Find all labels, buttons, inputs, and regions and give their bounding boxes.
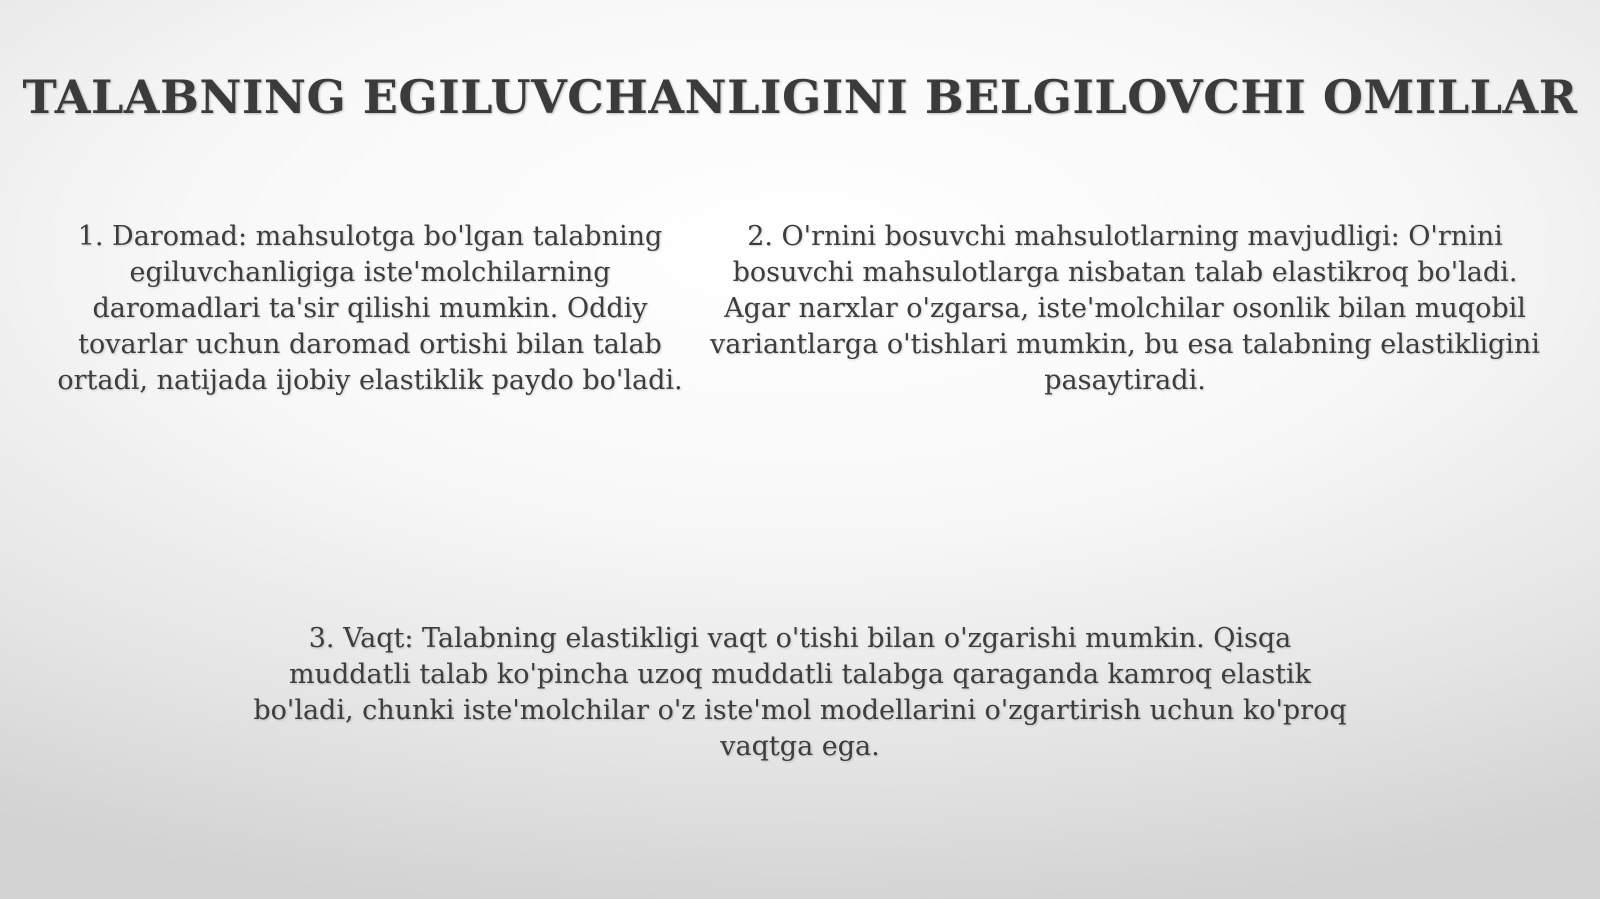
factor-income-text: 1. Daromad: mahsulotga bo'lgan talabning egiluvchanligiga iste'molchilarning daromadlari ta'sir qilishi mumkin. Oddiy tovarlar uchun daromad ortishi bilan talab ortadi, natijada ijobiy elastiklik paydo bo'ladi.: [57, 221, 683, 396]
factor-substitutes-text: 2. O'rnini bosuvchi mahsulotlarning mavjudligi: O'rnini bosuvchi mahsulotlarga nisbatan talab elastikroq bo'ladi. Agar narxlar o'zgarsa, iste'molchilar osonlik bilan muqobil variantlarga o'tishlari mumkin, bu esa talabning elastikligini pasaytiradi.: [710, 221, 1540, 396]
slide-title: TALABNING EGILUVCHANLIGINI BELGILOVCHI OMILLAR: [22, 70, 1578, 124]
factor-time-text: 3. Vaqt: Talabning elastikligi vaqt o'tishi bilan o'zgarishi mumkin. Qisqa muddatli talab ko'pincha uzoq muddatli talabga qaraganda kamroq elastik bo'ladi, chunki iste'molchilar o'z iste'mol modellarini o'zgartirish uchun ko'proq vaqtga ega.: [253, 623, 1347, 762]
